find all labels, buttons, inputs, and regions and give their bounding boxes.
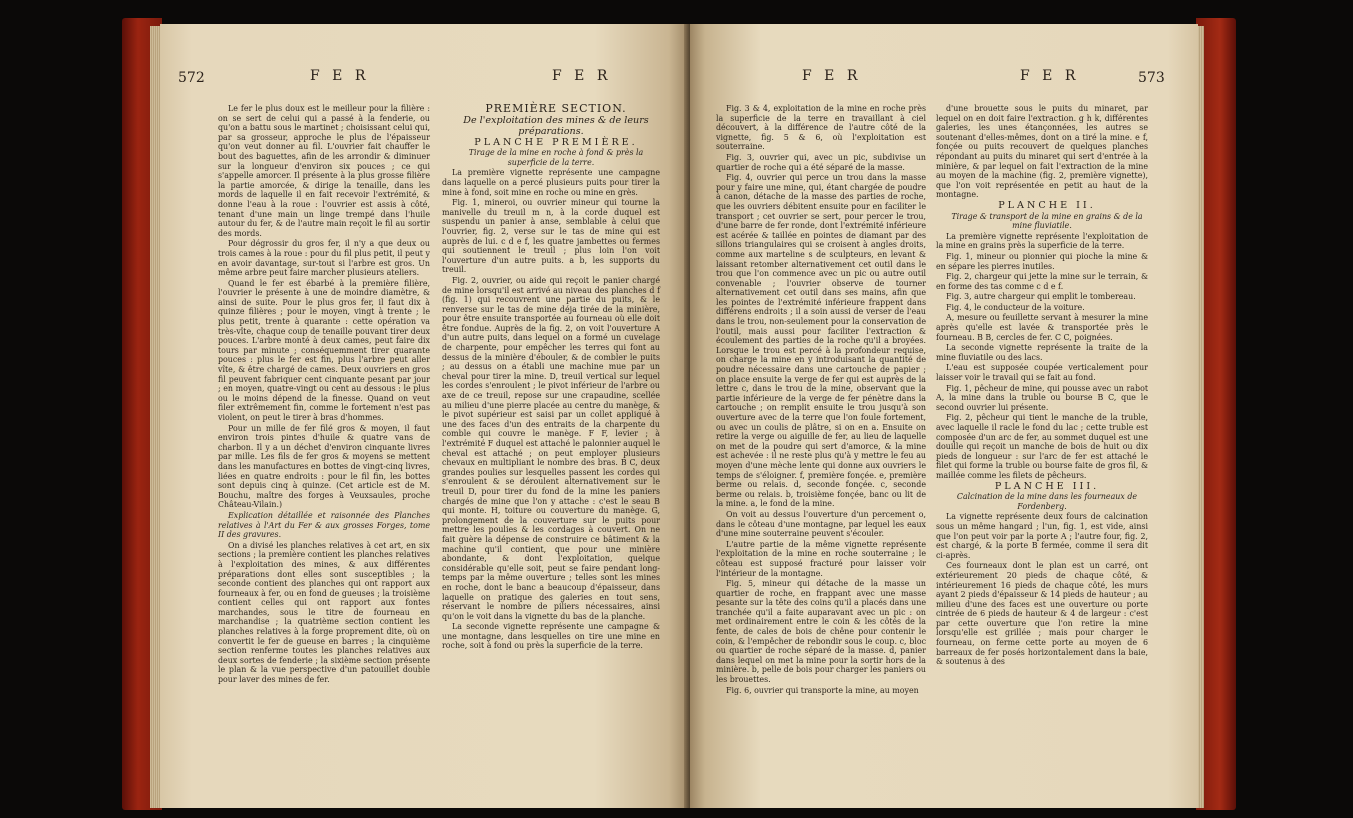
plate-title: PLANCHE PREMIÈRE. (474, 136, 638, 148)
paragraph: Fig. 2, chargeur qui jette la mine sur le terrain, & en forme des tas comme c d e f. (936, 272, 1148, 291)
plate-title: PLANCHE II. (998, 199, 1096, 211)
running-header: F E R (310, 68, 370, 84)
paragraph: Fig. 1, mineroi, ou ouvrier mineur qui tourne la manivelle du treuil m n, à la corde duquel est suspendu un panier à anse, semblable à celui que l'ouvrier, fig. 2, verse sur le tas de mine qui est auprès de lui. c d e f, les quatre jambettes ou fermes qui soutiennent le treuil ; plus loin l'on voit l'ouverture d'un autre puits. a b, les supports du treuil. (442, 198, 660, 275)
paragraph: A, mesure ou feuillette servant à mesurer la mine après qu'elle est lavée & transportée près le fourneau. B B, cercles de fer. C C, poignées. (936, 313, 1148, 342)
text-column-4 (936, 104, 1148, 668)
left-page-stack (150, 26, 160, 808)
paragraph: Fig. 2, ouvrier, ou aide qui reçoit le panier chargé de mine lorsqu'il est arrivé au niveau des planches d f (fig. 1) qui recouvrent une partie du puits, & le renverse sur le tas de mine déja tirée de la minière, pour être ensuite transportée au fourneau où elle doit être fondue. Auprès de la fig. 2, on voit l'ouverture A d'un autre puits, dans lequel on a formé un cuvelage de charpente, pour empêcher les terres qui font au dessus de la minière d'ébouler, & de combler le puits ; au dessus on a établi une machine mue par un cheval pour tirer la mine. D, treuil vertical sur lequel les cordes s'enroulent ; le pivot inférieur de l'arbre ou axe de ce treuil, repose sur une crapaudine, scellée au milieu d'une pierre placée au centre du manège, & le pivot supérieur est saisi par un collet appliqué à une des faces d'un des entraits de la charpente du comble qui couvre le manège. F F, levier ; à l'extrémité F duquel est attaché le palonnier auquel le cheval est attaché ; on peut employer plusieurs chevaux en multipliant le nombre des bras. B C, deux grandes poulies sur lesquelles passent les cordes qui s'enroulent & se déroulent alternativement sur le treuil D, pour tirer du fond de la mine les paniers chargés de mine que l'on y attache : c'est le seau B qui monte. H, toiture ou couverture du manège. G, prolongement de la couverture sur le puits pour mettre les poulies & les cordages à couvert. On ne fait guère la dépense de construire ce bâtiment & la machine qu'il contient, que pour une minière abondante, & dont l'exploitation, quelque considérable qu'elle soit, peut se faire pendant long-temps par la même ouverture ; telles sont les mines en roche, dont le banc a beaucoup d'épaisseur, dans laquelle on pratique des galeries en tout sens, réservant le nombre de piliers nécessaires, ainsi qu'on le voit dans la vignette du bas de la planche. (442, 275, 660, 621)
paragraph: L'autre partie de la même vignette représente l'exploitation de la mine en roche souterraine ; le côteau est supposé fracturé pour laisser voir l'intérieur de la montagne. (716, 539, 926, 578)
running-header: F E R (802, 68, 862, 84)
paragraph: Fig. 4, le conducteur de la voiture. (946, 302, 1085, 312)
paragraph: L'eau est supposée coupée verticalement pour laisser voir le travail qui se fait au fond. (936, 363, 1148, 383)
paragraph: On a divisé les planches relatives à cet art, en six sections ; la première contient les planches relatives à l'exploitation des mines, & aux différentes préparations dont elles sont susceptibles ; la seconde contient des planches qui ont rapport aux fourneaux à fer, ou en fond de gueuses ; la troisième contient celles qui ont rapport aux fontes marchandes, sous le titre de fourneau en marchandise ; la quatrième section contient les planches relatives à la forge proprement dite, où on convertit le fer de gueuse en barres ; la cinquième section renferme toutes les planches relatives aux deux sortes de fenderie ; la sixième section présente le plan & la vue perspective d'un patouillet double pour laver des mines de fer. (218, 540, 430, 685)
text-column-3 (716, 104, 926, 696)
paragraph: Fig. 2, pêcheur qui tient le manche de la truble, avec laquelle il racle le fond du lac ; cette truble est composée d'un arc de fer, au sommet duquel est une douille qui reçoit un manche de bois de huit ou dix pieds de longueur : sur l'arc de fer est attaché le filet qui forme la truble ou bourse faite de gros fil, & maillée comme les filets de pêcheurs. (936, 413, 1148, 480)
paragraph: La seconde vignette représente une campagne & une montagne, dans lesquelles on tire une mine en roche, soit à fond ou près la superficie de la terre. (442, 622, 660, 651)
page-number-right: 573 (1138, 70, 1165, 86)
paragraph: Fig. 3 & 4, exploitation de la mine en roche près la superficie de la terre en travaillant à ciel découvert, à la différence de l'autre côté de la vignette, fig. 5 & 6, où l'exploitation est souterraine. (716, 104, 926, 152)
paragraph: Ces fourneaux dont le plan est un carré, ont extérieurement 20 pieds de chaque côté, & intérieurement 16 pieds de chaque côté, les murs ayant 2 pieds d'épaisseur & 14 pieds de hauteur ; au milieu d'une des faces est une ouverture ou porte cintrée de 6 pieds de hauteur & 4 de largeur : c'est par cette ouverture que l'on retire la mine lorsqu'elle est grillée ; mais pour charger le fourneau, on ferme cette porte au moyen de 6 barreaux de fer posés horizontalement dans la baie, & soutenus à des (936, 561, 1148, 667)
right-page (690, 24, 1198, 808)
text-column-2 (442, 104, 660, 652)
running-header: F E R (1020, 68, 1080, 84)
paragraph: Pour dégrossir du gros fer, il n'y a que deux ou trois cames à la roue : pour du fil plus petit, il peut y en avoir davantage, sur-tout si l'arbre est gros. Un même arbre peut faire marcher plusieurs ateliers. (218, 239, 430, 278)
plate-subtitle: Tirage & transport de la mine en grains & de la mine fluviatile. (951, 211, 1143, 231)
paragraph: La seconde vignette représente la traite de la mine fluviatile ou des lacs. (936, 343, 1148, 362)
paragraph: La vignette représente deux fours de calcination sous un même hangard ; l'un, fig. 1, est vide, ainsi que l'on peut voir par la porte A ; l'autre four, fig. 2, est chargé, & la porte B fermée, comme il sera dit ci-après. (936, 512, 1148, 560)
section-heading: Explication détaillée et raisonnée des Planches relatives à l'Art du Fer & aux grosses Forges, tome II des gravures. (218, 510, 430, 540)
paragraph: Le fer le plus doux est le meilleur pour la filière : on se sert de celui qui a passé à la fenderie, ou qu'on a battu sous le martinet ; choisissant celui qui, par sa grosseur, approche le plus de l'épaisseur qu'on veut donner au fil. L'ouvrier fait chauffer le bout des baguettes, afin de les arrondir & diminuer sur la longueur d'environ six pouces ; ce qui s'appelle amorcer. Il présente à la plus grosse filière la partie amorcée, & dirige la tenaille, dans les mords de laquelle il en fait recevoir l'extrémité, & donne l'eau à la roue : l'ouvrier est assis à côté, tenant d'une main un linge trempé dans l'huile autour du fer, & de l'autre main reçoit le fil au sortir des mords. (218, 104, 430, 238)
plate-subtitle: Calcination de la mine dans les fourneaux de Fordenberg. (956, 492, 1138, 511)
section-subtitle: De l'exploitation des mines & de leurs préparations. (463, 114, 649, 137)
paragraph: d'une brouette sous le puits du minaret, par lequel on en doit faire l'extraction. g h k, différentes galeries, les unes étançonnées, les autres se soutenant d'elles-mêmes, dont on a tiré la mine. e f, fonçée ou puits recouvert de quelques planches répondant au puits du minaret qui sert d'entrée à la minière, & par lequel on fait l'extraction de la mine au moyen de la machine (fig. 2, première vignette), que l'on voit représentée en petit au haut de la montagne. (936, 104, 1148, 200)
text-column-1 (218, 104, 430, 686)
running-header: F E R (552, 68, 612, 84)
paragraph: Fig. 6, ouvrier qui transporte la mine, au moyen (726, 685, 919, 695)
paragraph: Fig. 5, mineur qui détache de la masse un quartier de roche, en frappant avec une masse pesante sur la tête des coins qu'il a placés dans une tranchée qu'il a faite auparavant avec un pic : on met ordinairement entre le coin & les côtés de la fente, de cales de bois de chêne pour contenir le coin, & l'empêcher de rebondir sous le coup. c, bloc ou quartier de roche séparé de la masse. d, panier dans lequel on met la mine pour la sortir hors de la minière. b, pelle de bois pour charger les paniers ou les brouettes. (716, 579, 926, 685)
plate-subtitle: Tirage de la mine en roche à fond & près la superficie de la terre. (468, 148, 644, 167)
paragraph: Fig. 1, mineur ou pionnier qui pioche la mine & en sépare les pierres inutiles. (936, 251, 1148, 271)
page-number-left: 572 (178, 70, 205, 86)
paragraph: Pour un mille de fer filé gros & moyen, il faut environ trois pintes d'huile & quatre vans de charbon. Il y a un déchet d'environ cinquante livres par mille. Les fils de fer gros & moyens se mettent dans les manufactures en bottes de vingt-cinq livres, liées en quatre endroits : pour le fil fin, les bottes sont depuis cinq à quinze. (Cet article est de M. Bouchu, maître des forges à Veuxsaules, proche Château-Vilain.) (218, 423, 430, 510)
paragraph: La première vignette représente une campagne dans laquelle on a percé plusieurs puits pour tirer la mine à fond, soit mine en roche ou mine en grès. (442, 168, 660, 197)
left-page (160, 24, 690, 808)
paragraph: Fig. 3, autre chargeur qui emplit le tombereau. (946, 292, 1136, 302)
paragraph: La première vignette représente l'exploitation de la mine en grains près la superficie de la terre. (936, 231, 1148, 251)
paragraph: On voit au dessus l'ouverture d'un percement o, dans le côteau d'une montagne, par lequel les eaux d'une mine souterraine peuvent s'écouler. (716, 509, 926, 539)
paragraph: Quand le fer est ébarbé à la première filière, l'ouvrier le présente à une de moindre diamètre, & ainsi de suite. Pour le plus gros fer, il faut dix à quinze filières ; pour le moyen, vingt à trente ; le plus petit, trente à quarante : cette opération va très-vîte, chaque coup de tenaille pouvant tirer deux pouces. L'arbre monté à deux cames, peut faire dix tours par minute ; conséquemment tirer quarante pouces : plus le fer est fin, plus l'arbre peut aller vîte, & être chargé de cames. Deux ouvriers en gros fil peuvent fabriquer cent cinquante pesant par jour ; en moyen, quatre-vingt ou cent au dessous : le plus ou le moins dépend de la finesse. Quand on veut filer extrêmement fin, comme le fortement n'est pas violent, on peut le tirer à bras d'hommes. (218, 278, 430, 422)
section-title: PREMIÈRE SECTION. (485, 102, 627, 115)
paragraph: Fig. 3, ouvrier qui, avec un pic, subdivise un quartier de roche qui a été séparé de la masse. (716, 152, 926, 172)
plate-title: PLANCHE III. (994, 480, 1100, 492)
paragraph: Fig. 1, pêcheur de mine, qui pousse avec un rabot A, la mine dans la truble ou bourse B C, que le second ouvrier lui présente. (936, 383, 1148, 412)
paragraph: Fig. 4, ouvrier qui perce un trou dans la masse pour y faire une mine, qui, étant chargée de poudre à canon, détache de la masse des parties de roche, que les ouvriers débitent ensuite pour en faciliter le transport ; cet ouvrier se sert, pour percer le trou, d'une barre de fer ronde, dont l'extrémité inférieure est acérée & taillée en pointes de diamant par des sillons triangulaires qui se croisent à angles droits, comme aux marteline s de sculpteurs, en levant & laissant retomber alternativement cet outil dans le trou que l'on commence avec un pic ou autre outil convenable ; l'ouvrier observe de tourner alternativement cet outil dans ses mains, afin que les pointes de l'extrémité inférieure frappent dans différens endroits ; il a soin aussi de verser de l'eau dans le trou, non-seulement pour la conservation de l'outil, mais aussi pour faciliter l'extraction & écoulement des parties de la roche qu'il a broyées. Lorsque le trou est percé à la profondeur requise, on charge la mine en y introduisant la quantité de poudre nécessaire dans une cartouche de papier ; on place ensuite la verge de fer qui est auprès de la lettre c, dans le trou de la mine, observant que la partie inférieure de la verge de fer pénètre dans la cartouche ; on remplit ensuite le trou jusqu'à son ouverture avec de la terre que l'on foule fortement, ou avec un coulis de plâtre, si on en a. Ensuite on retire la verge ou aiguille de fer, au lieu de laquelle on met de la poudre qui sert d'amorce, & la mine est achevée : il ne reste plus qu'à y mettre le feu au moyen d'une mèche lente qui donne aux ouvriers le temps de s'éloigner. f, première fonçée. e, première berme ou relais. d, seconde fonçée. c, seconde berme ou relais. b, troisième fonçée, banc ou lit de la mine. a, le fond de la mine. (716, 173, 926, 509)
